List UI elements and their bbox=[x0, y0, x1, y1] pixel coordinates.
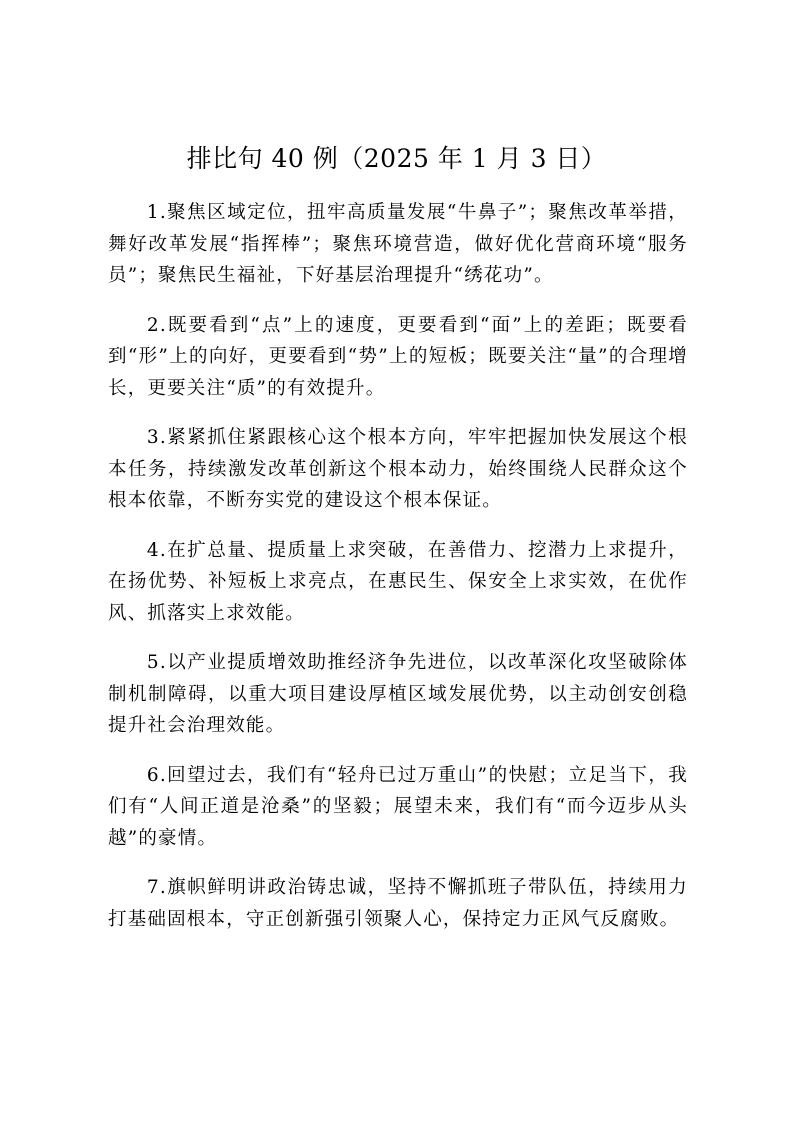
paragraph-5: 5.以产业提质增效助推经济争先进位，以改革深化攻坚破除体制机制障碍，以重大项目建设厚植区域发展优势，以主动创安创稳提升社会治理效能。 bbox=[108, 652, 688, 736]
paragraph-1: 1.聚焦区域定位，扭牢高质量发展“牛鼻子”；聚焦改革举措，舞好改革发展“指挥棒”；聚焦环境营造，做好优化营商环境“服务员”；聚焦民生福祉，下好基层治理提升“绣花功”。 bbox=[108, 202, 688, 286]
paragraph-4: 4.在扩总量、提质量上求突破，在善借力、挖潜力上求提升，在扬优势、补短板上求亮点，在惠民生、保安全上求实效，在优作风、抓落实上求效能。 bbox=[108, 539, 688, 624]
paragraph-7: 7.旗帜鲜明讲政治铸忠诚，坚持不懈抓班子带队伍，持续用力打基础固根本，守正创新强引领聚人心，保持定力正风气反腐败。 bbox=[108, 877, 688, 930]
document-body bbox=[108, 197, 688, 953]
document-title: 排比句 40 例（2025 年 1 月 3 日） bbox=[186, 144, 607, 173]
paragraph-6: 6.回望过去，我们有“轻舟已过万重山”的快慰；立足当下，我们有“人间正道是沧桑”的坚毅；展望未来，我们有“而今迈步从头越”的豪情。 bbox=[108, 764, 688, 849]
paragraph-2: 2.既要看到“点”上的速度，更要看到“面”上的差距；既要看到“形”上的向好，更要看到“势”上的短板；既要关注“量”的合理增长，更要关注“质”的有效提升。 bbox=[108, 314, 688, 399]
paragraph-3: 3.紧紧抓住紧跟核心这个根本方向，牢牢把握加快发展这个根本任务，持续激发改革创新这个根本动力，始终围绕人民群众这个根本依靠，不断夯实党的建设这个根本保证。 bbox=[108, 427, 688, 511]
